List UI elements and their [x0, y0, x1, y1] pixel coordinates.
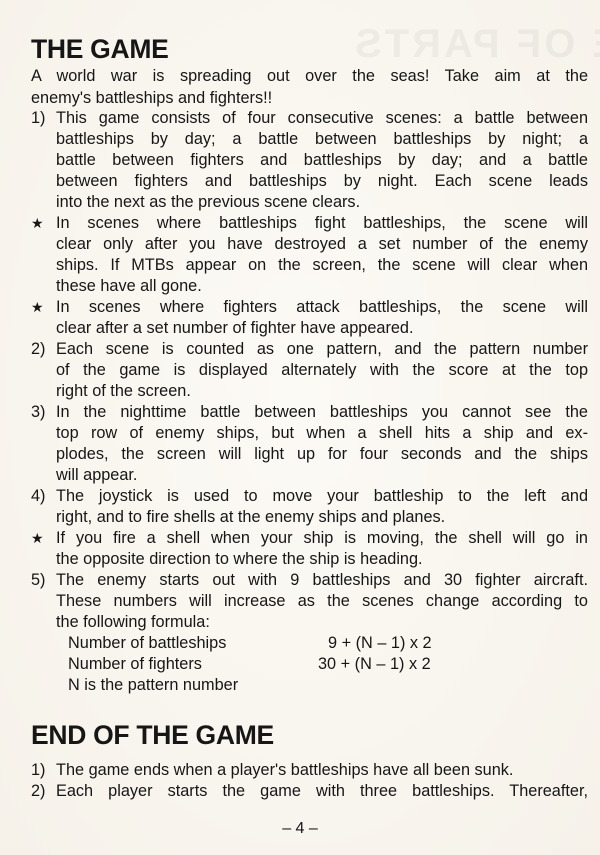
item4-line-1: The joystick is used to move your battleship to the left and	[56, 487, 588, 505]
end-item2-text: Each player starts the game with three battleships. Thereafter,	[56, 782, 588, 800]
item-marker-1: 1)	[31, 109, 46, 127]
star3-line-1: If you fire a shell when your ship is moving, the shell will go in	[56, 529, 588, 547]
item1-line-4: between fighters and battleships by night. Each scene leads	[56, 172, 588, 190]
star1-line-4: these have all gone.	[56, 277, 202, 295]
intro-line-1: A world war is spreading out over the seas! Take aim at the	[31, 67, 588, 85]
end-item-marker-2: 2)	[31, 782, 46, 800]
star1-line-2: clear only after you have destroyed a set number of the enemy	[56, 235, 588, 253]
formula-label-fighters: Number of fighters	[68, 655, 202, 673]
section-title-the-game: THE GAME	[31, 34, 169, 64]
end-item-marker-1: 1)	[31, 761, 46, 779]
item2-line-2: of the game is displayed alternately with the score at the top	[56, 361, 588, 379]
star-bullet-3: ★	[31, 530, 44, 546]
star-bullet-1: ★	[31, 215, 44, 231]
item5-line-1: The enemy starts out with 9 battleships and 30 fighter aircraft.	[56, 571, 588, 589]
star2-line-2: clear after a set number of fighter have appeared.	[56, 319, 414, 337]
intro-line-2: enemy's battleships and fighters!!	[31, 89, 273, 107]
star-bullet-2: ★	[31, 299, 44, 315]
star1-line-3: ships. If MTBs appear on the screen, the scene will clear when	[56, 256, 588, 274]
item1-line-3: battle between fighters and battleships by day; and a battle	[56, 151, 588, 169]
item1-line-1: This game consists of four consecutive scenes: a battle between	[56, 109, 588, 127]
bleed-through-text	[352, 22, 600, 67]
item1-line-2: battleships by day; a battle between battleships by night; a	[56, 130, 588, 148]
section-title-end-of-game: END OF THE GAME	[31, 720, 274, 750]
formula-value-battleships: 9 + (N – 1) x 2	[328, 634, 432, 652]
item-marker-4: 4)	[31, 487, 46, 505]
item3-line-1: In the nighttime battle between battleships you cannot see the	[56, 403, 588, 421]
item-marker-2: 2)	[31, 340, 46, 358]
item5-line-3: the following formula:	[56, 613, 210, 631]
item-marker-5: 5)	[31, 571, 46, 589]
formula-value-fighters: 30 + (N – 1) x 2	[318, 655, 431, 673]
item1-line-5: into the next as the previous scene clears.	[56, 193, 361, 211]
page-number: – 4 –	[282, 820, 318, 837]
item3-line-3: plodes, the screen will light up for four seconds and the ships	[56, 445, 588, 463]
item5-line-2: These numbers will increase as the scenes change according to	[56, 592, 588, 610]
formula-note: N is the pattern number	[68, 676, 239, 694]
end-item1-text: The game ends when a player's battleships have all been sunk.	[56, 761, 514, 779]
item2-line-1: Each scene is counted as one pattern, and the pattern number	[56, 340, 588, 358]
star3-line-2: the opposite direction to where the ship is heading.	[56, 550, 423, 568]
item4-line-2: right, and to fire shells at the enemy ships and planes.	[56, 508, 446, 526]
star2-line-1: In scenes where fighters attack battleships, the scene will	[56, 298, 588, 316]
item3-line-2: top row of enemy ships, but when a shell hits a ship and ex-	[56, 424, 588, 442]
item-marker-3: 3)	[31, 403, 46, 421]
item2-line-3: right of the screen.	[56, 382, 191, 400]
item3-line-4: will appear.	[56, 466, 138, 484]
formula-label-battleships: Number of battleships	[68, 634, 227, 652]
star1-line-1: In scenes where battleships fight battleships, the scene will	[56, 214, 588, 232]
